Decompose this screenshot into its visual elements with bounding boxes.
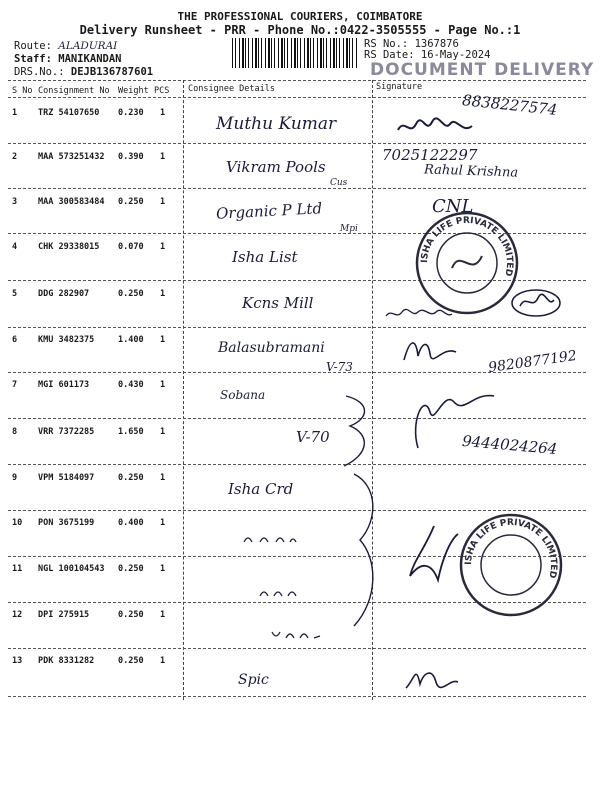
row-weight: 0.400 [118, 518, 144, 528]
barcode-bar [235, 38, 236, 68]
barcode-bar [287, 38, 288, 68]
barcode-bar [320, 38, 322, 68]
row-consignment: PDK 8331282 [38, 656, 95, 666]
barcode-bar [268, 38, 270, 68]
row-pcs: 1 [160, 610, 166, 620]
barcode-bar [252, 38, 253, 68]
col-weight-header: Weight [118, 86, 149, 96]
signature-scribble [396, 116, 476, 138]
header-top-divider [8, 80, 586, 81]
row-sno: 11 [12, 564, 23, 574]
drs-line [14, 66, 153, 78]
barcode-bar [297, 38, 298, 68]
col-sno-header: S No [12, 86, 33, 96]
row-weight: 0.250 [118, 289, 144, 299]
barcode-bar [261, 38, 262, 68]
row-signature: CNL [432, 196, 474, 217]
barcode-bar [307, 38, 309, 68]
row-weight: 0.250 [118, 656, 144, 666]
row-signature: 9820877192 [487, 347, 578, 377]
col-pcs-header: PCS [154, 86, 170, 96]
row-weight: 0.250 [118, 473, 144, 483]
row-signature: 9444024264 [461, 431, 559, 459]
row-weight: 1.650 [118, 427, 144, 437]
row-divider [8, 188, 586, 189]
barcode-bar [356, 38, 357, 68]
barcode-bar [258, 38, 259, 68]
row-consignee: Vikram Pools [226, 158, 326, 176]
barcode-bar [330, 38, 331, 68]
route-value: ALADURAI [58, 40, 118, 52]
barcode-bar [281, 38, 283, 68]
row-weight: 0.390 [118, 152, 144, 162]
barcode-bar [255, 38, 257, 68]
row-sno: 13 [12, 656, 23, 666]
ditto-marks [256, 586, 306, 600]
row-consignment: NGL 100104543 [38, 564, 105, 574]
row-sno: 7 [12, 380, 18, 390]
row-consignment: MGI 601173 [38, 380, 90, 390]
barcode-bar [242, 38, 244, 68]
staff-label: Staff: [14, 53, 52, 65]
row-consignee: Isha Crd [228, 480, 294, 498]
row-pcs: 1 [160, 335, 166, 345]
ditto-marks [268, 626, 324, 642]
barcode-bar [248, 38, 249, 68]
row-pcs: 1 [160, 656, 166, 666]
signature-scribble [400, 334, 460, 364]
barcode-bar [326, 38, 327, 68]
row-consignment: KMU 3482375 [38, 335, 95, 345]
row-pcs: 1 [160, 427, 166, 437]
route-label: Route: [14, 40, 52, 52]
row-weight: 0.070 [118, 242, 144, 252]
barcode-bar [333, 38, 335, 68]
col-signature-header: Signature [376, 82, 423, 92]
barcode-bar [265, 38, 266, 68]
barcode-bar [278, 38, 279, 68]
signature-scribble [402, 660, 462, 694]
row-consignment: CHK 29338015 [38, 242, 100, 252]
long-bracket-mark [348, 470, 388, 630]
barcode-bar [239, 38, 240, 68]
row-weight: 1.400 [118, 335, 144, 345]
row-consignment: TRZ 54107650 [38, 108, 100, 118]
bracket-mark [340, 392, 380, 472]
row-pcs: 1 [160, 289, 166, 299]
consignee-column-divider [183, 80, 184, 700]
company-seal-stamp [412, 208, 522, 318]
barcode-bar [310, 38, 311, 68]
row-signature-name: Rahul Krishna [423, 162, 519, 181]
barcode-bar [343, 38, 344, 68]
row-note: Cus [330, 178, 348, 188]
row-pcs: 1 [160, 108, 166, 118]
row-sno: 2 [12, 152, 18, 162]
row-divider [8, 464, 586, 465]
company-title: THE PROFESSIONAL COURIERS, COIMBATORE [177, 10, 423, 23]
barcode-bar [284, 38, 285, 68]
row-consignment: MAA 300583484 [38, 197, 105, 207]
company-seal-stamp-2 [456, 510, 566, 620]
runsheet-subtitle: Delivery Runsheet - PRR - Phone No.:0422-3505555 - Page No.:1 [79, 23, 521, 37]
row-signature: 8838227574 [461, 91, 559, 119]
row-consignment: DPI 275915 [38, 610, 90, 620]
rs-number: RS No.: 1367876 [364, 38, 459, 50]
barcode-bar [346, 38, 348, 68]
barcode-bar [339, 38, 340, 68]
barcode-bar [291, 38, 292, 68]
svg-text:ISHA LIFE PRIVATE LIMITED: ISHA LIFE PRIVATE LIMITED [463, 517, 559, 580]
row-consignment: PON 3675199 [38, 518, 95, 528]
barcode-bar [349, 38, 350, 68]
staff-value: MANIKANDAN [58, 53, 122, 65]
row-pcs: 1 [160, 242, 166, 252]
col-consignment-header: Consignment No [38, 86, 110, 96]
barcode-bar [294, 38, 296, 68]
barcode-bar [352, 38, 353, 68]
row-weight: 0.250 [118, 610, 144, 620]
row-divider [8, 327, 586, 328]
row-pcs: 1 [160, 152, 166, 162]
row-consignment: MAA 573251432 [38, 152, 105, 162]
ditto-marks [240, 532, 300, 546]
staff-line [14, 53, 121, 65]
rs-date: RS Date: 16-May-2024 [364, 49, 491, 61]
row-sno: 10 [12, 518, 23, 528]
row-divider [8, 696, 586, 697]
row-divider [8, 648, 586, 649]
barcode-bar [304, 38, 305, 68]
row-pcs: 1 [160, 518, 166, 528]
barcode-bar [245, 38, 246, 68]
row-sno: 5 [12, 289, 18, 299]
barcode-bar [336, 38, 337, 68]
row-pcs: 1 [160, 380, 166, 390]
barcode-bar [317, 38, 318, 68]
barcode-bar [313, 38, 314, 68]
row-consignee: Sobana [220, 388, 266, 402]
row-pcs: 1 [160, 473, 166, 483]
svg-text:ISHA LIFE PRIVATE LIMITED: ISHA LIFE PRIVATE LIMITED [419, 215, 515, 278]
row-pcs: 1 [160, 197, 166, 207]
drs-value: DEJB136787601 [70, 66, 154, 78]
barcode-bar [323, 38, 324, 68]
row-consignee: Muthu Kumar [216, 114, 337, 134]
row-divider [8, 372, 586, 373]
row-weight: 0.430 [118, 380, 144, 390]
row-sno: 12 [12, 610, 23, 620]
barcode [232, 38, 358, 68]
barcode-bar [300, 38, 301, 68]
row-consignee: Isha List [232, 248, 298, 266]
row-weight: 0.250 [118, 197, 144, 207]
row-consignment: VRR 7372285 [38, 427, 95, 437]
row-weight: 0.250 [118, 564, 144, 574]
barcode-bar [271, 38, 272, 68]
col-consignee-header: Consignee Details [188, 84, 275, 94]
drs-label: DRS.No.: [14, 66, 65, 78]
row-consignee: Balasubramani [218, 340, 325, 356]
row-pcs: 1 [160, 564, 166, 574]
route-line [14, 40, 117, 52]
row-consignment: VPM 5184097 [38, 473, 95, 483]
row-note: V-73 [326, 360, 353, 374]
row-sno: 1 [12, 108, 18, 118]
row-weight: 0.230 [118, 108, 144, 118]
row-signature: 7025122297 [382, 146, 478, 164]
row-consignment: DDG 282907 [38, 289, 90, 299]
row-consignee: V-70 [296, 428, 330, 446]
row-sno: 9 [12, 473, 18, 483]
signature-scribble [404, 520, 464, 590]
row-consignee: Kcns Mill [242, 294, 314, 312]
row-sno: 8 [12, 427, 18, 437]
row-divider [8, 418, 586, 419]
row-consignee: Spic [238, 672, 269, 688]
document-delivery-stamp: DOCUMENT DELIVERY [370, 60, 595, 80]
row-sno: 3 [12, 197, 18, 207]
barcode-bar [232, 38, 233, 68]
barcode-bar [274, 38, 275, 68]
row-note: Mpi [340, 224, 358, 234]
row-sno: 6 [12, 335, 18, 345]
row-sno: 4 [12, 242, 18, 252]
row-divider [8, 143, 586, 144]
row-consignee: Organic P Ltd [215, 199, 323, 223]
